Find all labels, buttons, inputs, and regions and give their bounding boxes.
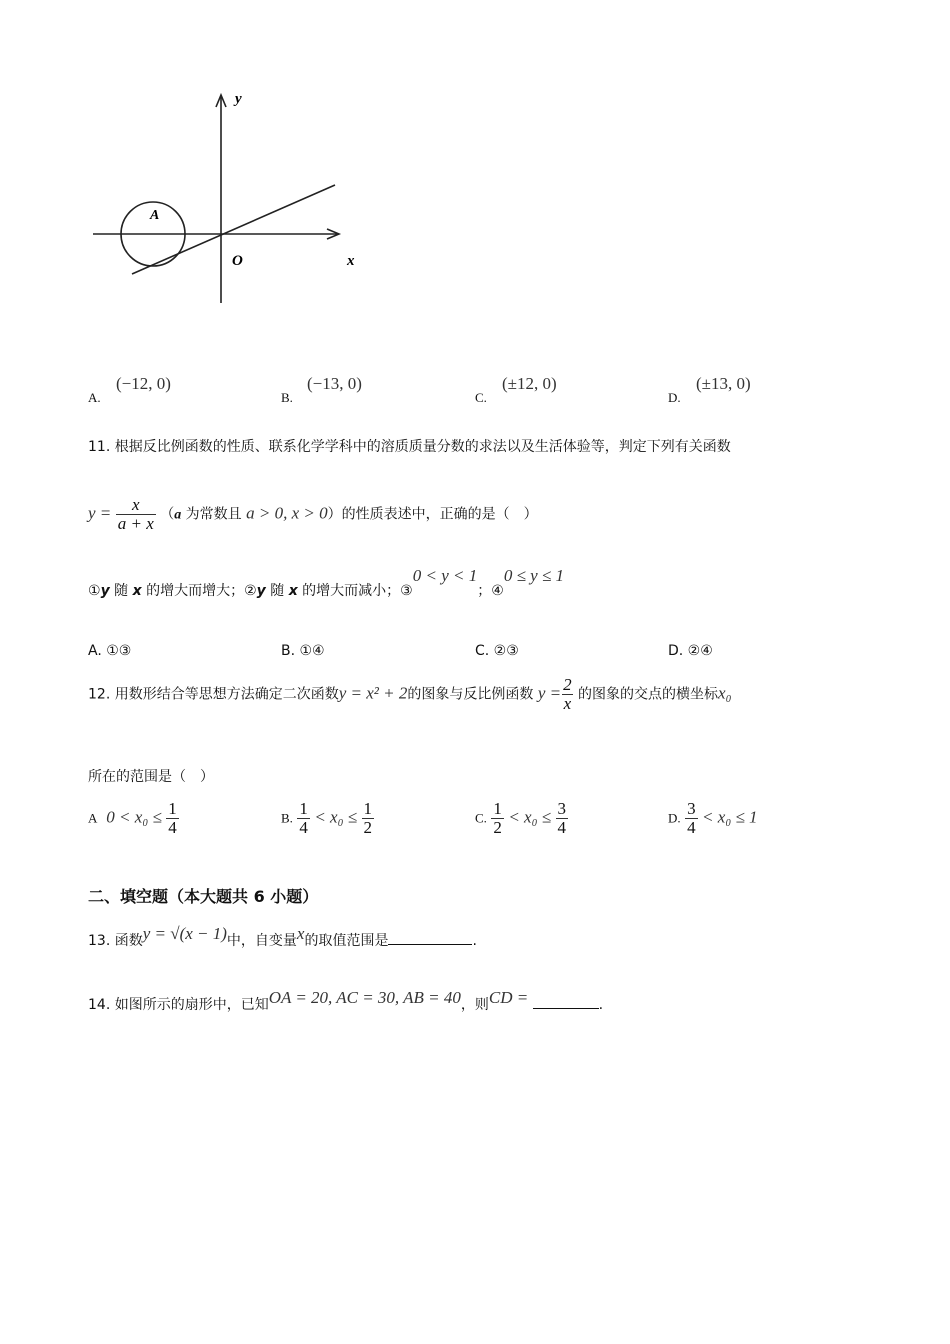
q13-answer-blank[interactable]	[388, 944, 472, 945]
q10-option-b[interactable]: B.	[281, 390, 293, 405]
q11-function-line: y = $\frac{x}{a + x}$ （a 为常数且 a > 0, x > 0）的性质表述中，正确的是（ ）	[88, 495, 538, 533]
q10-option-c-value: (±12, 0)	[502, 374, 557, 393]
y-label: y	[235, 91, 242, 107]
q11-option-c[interactable]: C. ②③	[475, 643, 519, 659]
q11-stem: 11. 根据反比例函数的性质、联系化学学科中的溶质质量分数的求法以及生活体验等，判定下列有关函数	[88, 439, 731, 455]
q14-answer-blank[interactable]	[533, 1008, 599, 1009]
q12-stem-cont: 所在的范围是（ ）	[88, 769, 214, 785]
q10-option-a-value: (−12, 0)	[116, 374, 171, 393]
q14: 14. 如图所示的扇形中，已知OA = 20, AC = 30, AB = 40，则CD = .	[88, 988, 604, 1013]
a-label: A	[150, 208, 160, 223]
origin-label: O	[232, 253, 243, 269]
q10-option-d-value: (±13, 0)	[696, 374, 751, 393]
q11-fraction: $\frac{x}{a + x}$	[117, 495, 154, 533]
section-title: 二、填空题（本大题共 6 小题）	[88, 887, 319, 906]
coordinate-figure	[85, 85, 375, 315]
q10-option-a[interactable]: A.	[88, 390, 101, 405]
q11-option-b[interactable]: B. ①④	[281, 643, 325, 659]
q11-option-d[interactable]: D. ②④	[668, 643, 713, 659]
q13: 13. 函数y = √(x − 1)中，自变量x的取值范围是 .	[88, 924, 477, 949]
q10-option-c[interactable]: C.	[475, 390, 487, 405]
q11-statements: ①y 随 x 的增大而增大；②y 随 x 的增大而减小；③0 < y < 1；④0 ≤ y ≤ 1	[88, 566, 565, 599]
x-label: x	[347, 253, 355, 269]
q12-option-a[interactable]: A 0 < x₀ ≤ $\frac{1}{4}$	[88, 799, 177, 837]
q12-option-d[interactable]: D. $\frac{3}{4}$ < x₀ ≤ 1	[668, 799, 758, 837]
q12-option-c[interactable]: C. $\frac{1}{2}$ < x₀ ≤ $\frac{3}{4}$	[475, 799, 567, 837]
q12-stem: 12. 用数形结合等思想方法确定二次函数y = x² + 2的图象与反比例函数 y = $\frac{2}{x}$ 的图象的交点的横坐标x₀	[88, 675, 732, 713]
q12-option-b[interactable]: B. $\frac{1}{4}$ < x₀ ≤ $\frac{1}{2}$	[281, 799, 373, 837]
q10-option-b-value: (−13, 0)	[307, 374, 362, 393]
q10-option-d[interactable]: D.	[668, 390, 681, 405]
q11-option-a[interactable]: A. ①③	[88, 643, 132, 659]
